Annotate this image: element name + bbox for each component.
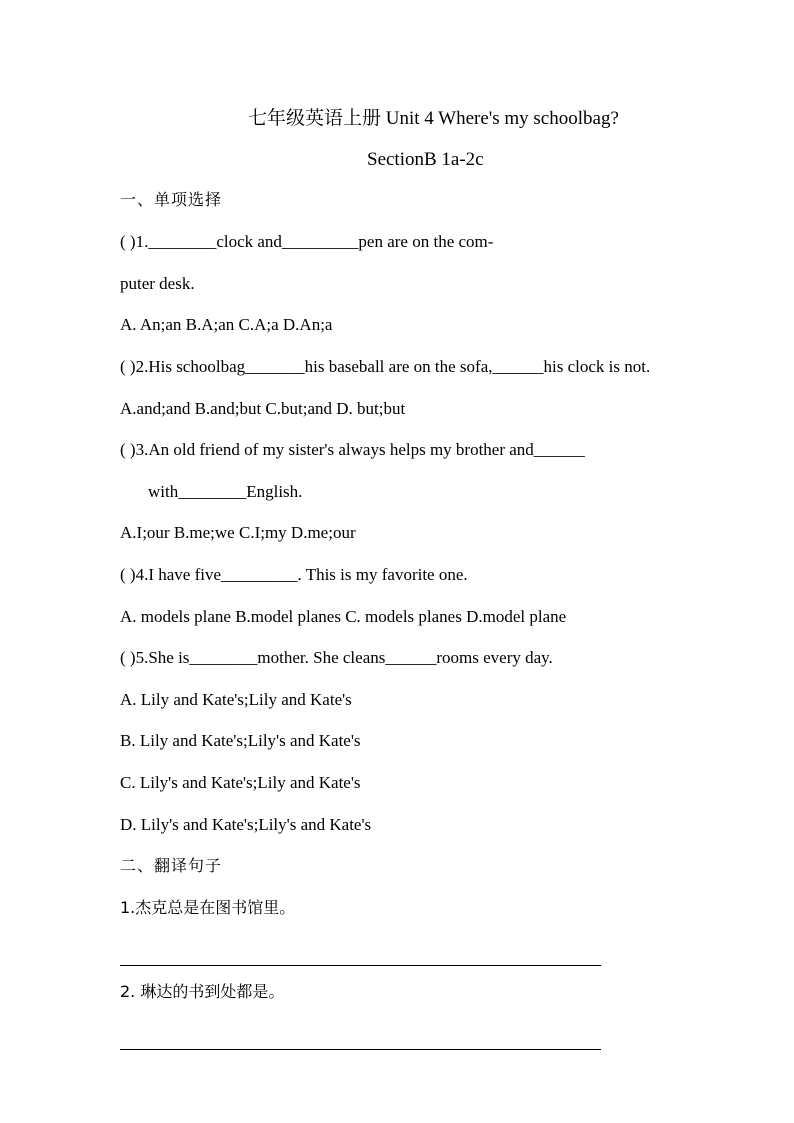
page-subtitle: SectionB 1a-2c bbox=[367, 149, 484, 170]
translation-sentence-1: 1.杰克总是在图书馆里。 bbox=[120, 898, 296, 917]
question-5-option-b: B. Lily and Kate's;Lily's and Kate's bbox=[120, 731, 361, 750]
answer-line-1 bbox=[120, 965, 601, 966]
question-4-options: A. models plane B.model planes C. models planes D.model plane bbox=[120, 607, 567, 626]
question-2-stem: ( )2.His schoolbag_______his baseball are on the sofa,______his clock is not. bbox=[120, 357, 651, 376]
question-5-option-d: D. Lily's and Kate's;Lily's and Kate's bbox=[120, 815, 372, 834]
question-5-stem: ( )5.She is________mother. She cleans______rooms every day. bbox=[120, 648, 553, 667]
page-title: 七年级英语上册 Unit 4 Where's my schoolbag? bbox=[248, 108, 619, 129]
answer-line-2 bbox=[120, 1049, 601, 1050]
question-1-stem: ( )1.________clock and_________pen are on the com- bbox=[120, 232, 494, 251]
question-3-stem: ( )3.An old friend of my sister's always helps my brother and______ bbox=[120, 440, 585, 459]
question-1-stem-continued: puter desk. bbox=[120, 274, 195, 293]
translation-sentence-2: 2. 琳达的书到处都是。 bbox=[120, 982, 285, 1001]
question-5-option-c: C. Lily's and Kate's;Lily and Kate's bbox=[120, 773, 361, 792]
question-5-option-a: A. Lily and Kate's;Lily and Kate's bbox=[120, 690, 352, 709]
section-heading-translation: 二、翻译句子 bbox=[120, 856, 223, 875]
question-2-options: A.and;and B.and;but C.but;and D. but;but bbox=[120, 399, 406, 418]
section-heading-multiple-choice: 一、单项选择 bbox=[120, 190, 223, 209]
question-3-stem-continued: with________English. bbox=[148, 482, 303, 501]
question-3-options: A.I;our B.me;we C.I;my D.me;our bbox=[120, 523, 356, 542]
question-1-options: A. An;an B.A;an C.A;a D.An;a bbox=[120, 315, 333, 334]
question-4-stem: ( )4.I have five_________. This is my favorite one. bbox=[120, 565, 468, 584]
